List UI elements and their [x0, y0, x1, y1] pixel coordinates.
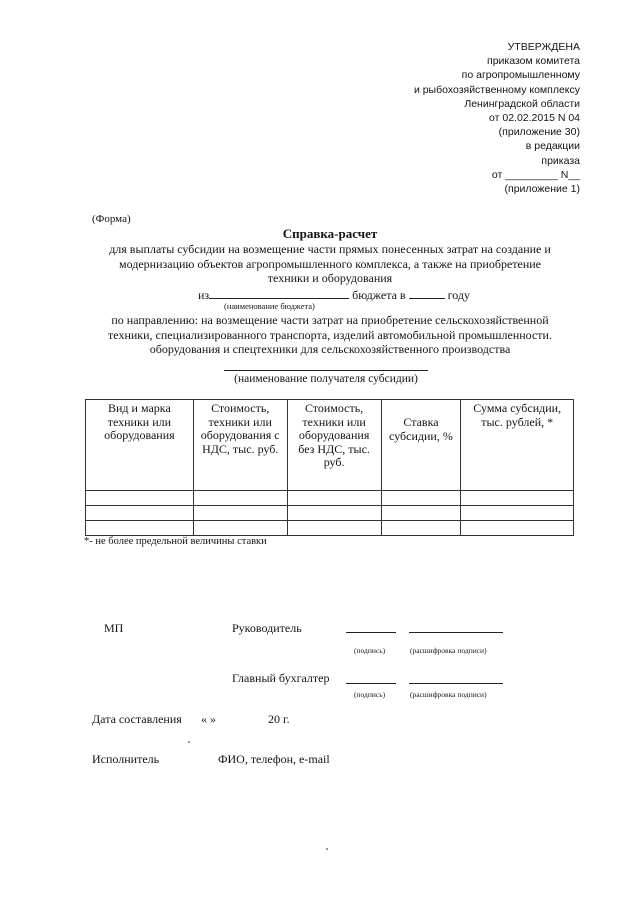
header-cost-without-vat: Стоимость, техники или оборудования без НДС, тыс. руб. [287, 400, 381, 491]
purpose-line: для выплаты субсидии на возмещение части прямых понесенных затрат на создание и [109, 242, 551, 256]
table-cell[interactable] [381, 521, 461, 536]
accountant-decoding-field[interactable] [409, 683, 503, 684]
scan-speck [188, 741, 190, 743]
date-label: Дата составления [92, 712, 182, 726]
header-equipment: Вид и марка техники или оборудования [86, 400, 194, 491]
table-cell[interactable] [287, 506, 381, 521]
table-row [86, 491, 574, 506]
table-cell[interactable] [287, 521, 381, 536]
accountant-decoding-caption: (расшифровка подписи) [410, 690, 487, 699]
head-decoding-field[interactable] [409, 632, 503, 633]
direction-text [70, 313, 590, 357]
executor-label: Исполнитель [92, 752, 160, 766]
table-cell[interactable] [381, 491, 461, 506]
approval-line: Ленинградской области [464, 97, 580, 110]
purpose-line: модернизацию объектов агропромышленного комплекса, а также на приобретение [118, 256, 542, 271]
approval-line: приказа [541, 154, 580, 167]
recipient-name-field[interactable] [224, 370, 428, 371]
table-row [86, 506, 574, 521]
scan-speck [326, 848, 328, 850]
budget-year-word: году [447, 288, 470, 302]
table-cell[interactable] [461, 506, 574, 521]
accountant-signature-field[interactable] [346, 683, 396, 684]
stamp-label: МП [104, 621, 124, 635]
recipient-name-caption: (наименование получателя субсидии) [234, 373, 418, 385]
budget-year-field[interactable] [409, 287, 445, 299]
approval-line: от 02.02.2015 N 04 [489, 112, 580, 125]
direction-line: по направлению: на возмещение части затрат на приобретение сельскохозяйственной [111, 313, 549, 327]
budget-name-field[interactable] [209, 287, 349, 299]
head-signature-field[interactable] [346, 632, 396, 633]
table-cell[interactable] [86, 506, 194, 521]
approval-block [414, 40, 580, 196]
table-cell[interactable] [287, 491, 381, 506]
header-subsidy-amount: Сумма субсидии, тыс. рублей, * [461, 400, 574, 491]
accountant-signature-caption: (подпись) [354, 690, 386, 699]
form-label: (Форма) [92, 213, 131, 225]
head-decoding-caption: (расшифровка подписи) [410, 646, 487, 655]
purpose-text [70, 242, 590, 286]
direction-line: оборудования и спецтехники для сельскохозяйственного производства [149, 342, 511, 356]
purpose-line: техники и оборудования [267, 271, 393, 285]
approval-line: (приложение 30) [498, 126, 580, 139]
table-cell[interactable] [461, 491, 574, 506]
executor-contacts: ФИО, телефон, e-mail [218, 752, 330, 766]
head-label: Руководитель [232, 621, 302, 635]
approval-line: (приложение 1) [504, 183, 580, 196]
table-cell[interactable] [193, 491, 287, 506]
table-cell[interactable] [86, 521, 194, 536]
table-header-row [86, 400, 574, 491]
accountant-label: Главный бухгалтер [232, 671, 330, 685]
approval-line: УТВЕРЖДЕНА [507, 41, 580, 53]
budget-name-caption: (наименование бюджета) [224, 301, 315, 311]
table-cell[interactable] [461, 521, 574, 536]
table-row [86, 521, 574, 536]
approval-line: по агропромышленному [461, 69, 580, 82]
table-cell[interactable] [86, 491, 194, 506]
budget-from-label: из [198, 288, 210, 302]
budget-word: бюджета в [352, 288, 406, 302]
date-year-field[interactable]: 20 г. [268, 712, 290, 726]
approval-line: приказом комитета [487, 55, 580, 68]
table-cell[interactable] [193, 521, 287, 536]
footnote: *- не более предельной величины ставки [84, 536, 267, 547]
approval-line: и рыбохозяйственному комплексу [413, 83, 580, 96]
table-cell[interactable] [193, 506, 287, 521]
table-cell[interactable] [381, 506, 461, 521]
direction-line: техники, специализированного транспорта, изделий автомобильной промышленности. [108, 327, 552, 342]
approval-line: от _________ N__ [491, 168, 580, 181]
subsidy-table [85, 399, 574, 536]
header-cost-with-vat: Стоимость, техники или оборудования с НДС, тыс. руб. [193, 400, 287, 491]
head-signature-caption: (подпись) [354, 646, 386, 655]
approval-line: в редакции [525, 140, 580, 153]
document-title: Справка-расчет [282, 226, 378, 241]
header-subsidy-rate: Ставка субсидии, % [381, 400, 461, 491]
date-day-field[interactable]: « » [201, 712, 216, 726]
